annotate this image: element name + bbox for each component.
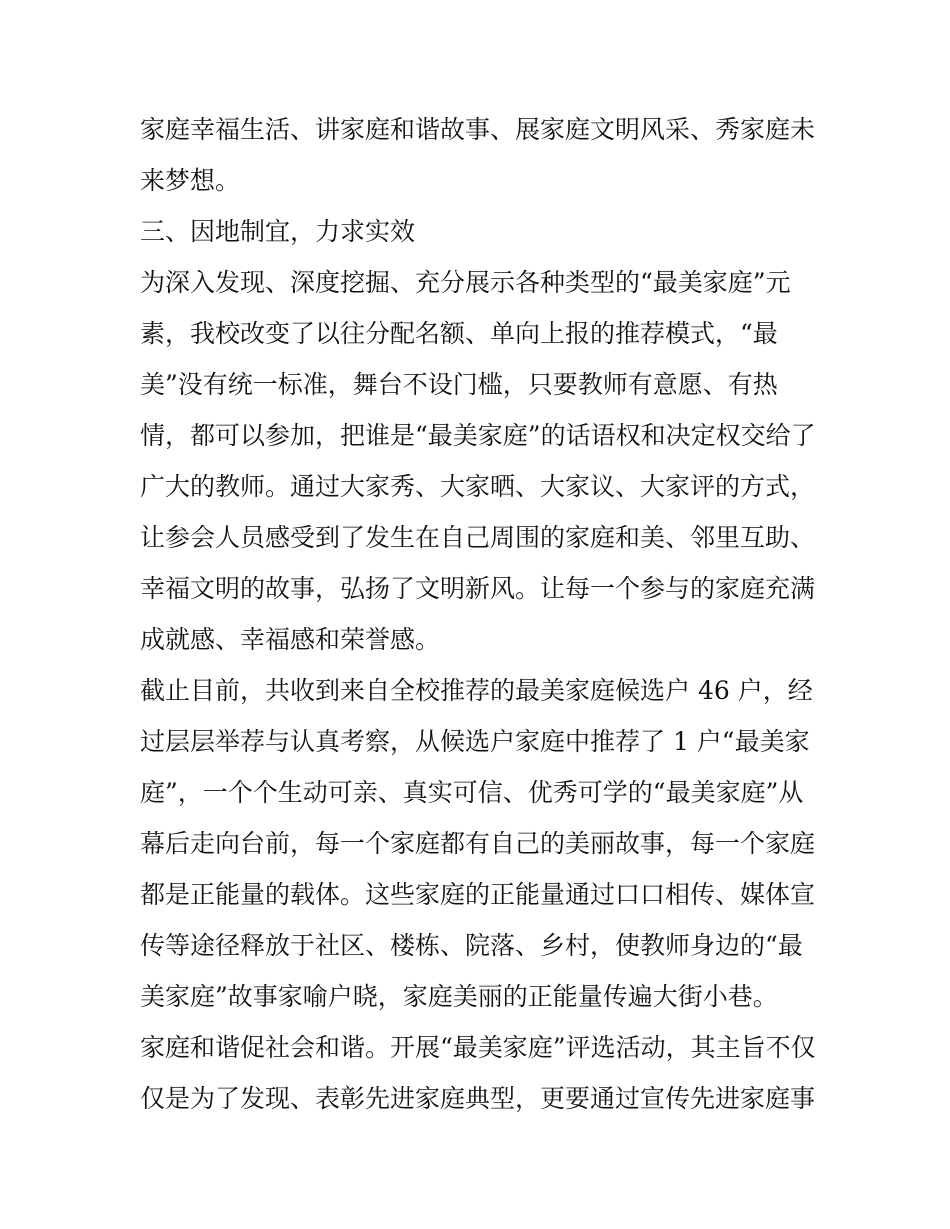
text-line: 素，我校改变了以往分配名额、单向上报的推荐模式，“最 — [140, 319, 778, 348]
text-line: 幕后走向台前，每一个家庭都有自己的美丽故事，每一个家庭 — [140, 829, 816, 858]
text-line: 来梦想。 — [140, 166, 241, 195]
text-line: 过层层举荐与认真考察，从候选户家庭中推荐了 1 户“最美家 — [140, 727, 810, 756]
section-heading: 三、因地制宜，力求实效 — [140, 217, 416, 246]
text-line: 截止目前，共收到来自全校推荐的最美家庭候选户 46 户，经 — [140, 676, 813, 705]
text-line: 都是正能量的载体。这些家庭的正能量通过口口相传、媒体宣 — [140, 880, 816, 909]
text-line: 幸福文明的故事，弘扬了文明新风。让每一个参与的家庭充满 — [140, 574, 816, 603]
text-line: 美家庭”故事家喻户晓，家庭美丽的正能量传遍大街小巷。 — [140, 982, 778, 1011]
text-line: 美”没有统一标准，舞台不设门槛，只要教师有意愿、有热 — [140, 370, 778, 399]
text-line: 仅是为了发现、表彰先进家庭典型，更要通过宣传先进家庭事 — [140, 1084, 816, 1113]
text-line: 庭”，一个个生动可亲、真实可信、优秀可学的“最美家庭”从 — [140, 778, 804, 807]
text-line: 家庭和谐促社会和谐。开展“最美家庭”评选活动，其主旨不仅 — [140, 1033, 816, 1062]
document-body — [140, 104, 820, 1124]
text-line: 为深入发现、深度挖掘、充分展示各种类型的“最美家庭”元 — [140, 268, 791, 297]
text-line: 广大的教师。通过大家秀、大家晒、大家议、大家评的方式， — [140, 472, 816, 501]
text-line: 情，都可以参加，把谁是“最美家庭”的话语权和决定权交给了 — [140, 421, 816, 450]
text-line: 传等途径释放于社区、楼栋、院落、乡村，使教师身边的“最 — [140, 931, 803, 960]
text-line: 成就感、幸福感和荣誉感。 — [140, 625, 441, 654]
text-line: 让参会人员感受到了发生在自己周围的家庭和美、邻里互助、 — [140, 523, 816, 552]
text-line: 家庭幸福生活、讲家庭和谐故事、展家庭文明风采、秀家庭未 — [140, 115, 816, 144]
